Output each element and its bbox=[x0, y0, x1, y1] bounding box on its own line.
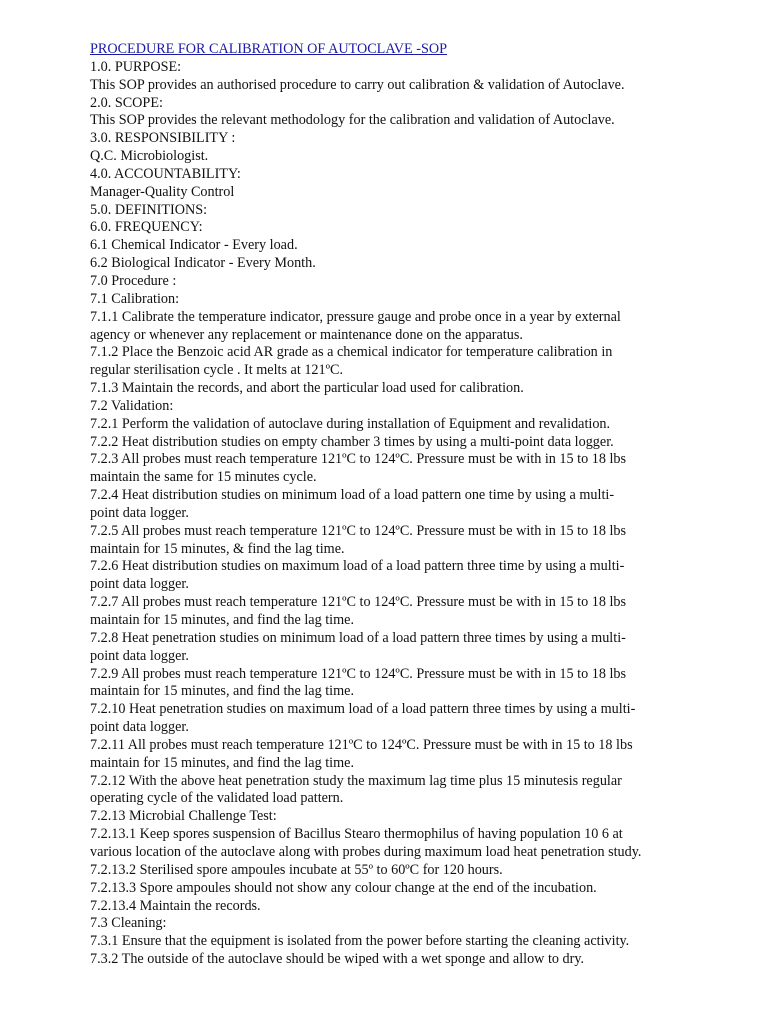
text-line: 3.0. RESPONSIBILITY : bbox=[90, 130, 236, 147]
text-line: agency or whenever any replacement or maintenance done on the apparatus. bbox=[90, 326, 523, 343]
text-line: maintain for 15 minutes, and find the lag time. bbox=[90, 683, 354, 700]
text-line: 7.1.1 Calibrate the temperature indicator, pressure gauge and probe once in a year by external bbox=[90, 308, 621, 325]
text-line: 6.2 Biological Indicator - Every Month. bbox=[90, 255, 316, 272]
text-line: 1.0. PURPOSE: bbox=[90, 58, 182, 75]
text-line: point data logger. bbox=[90, 719, 189, 736]
text-line: 7.2.13.4 Maintain the records. bbox=[90, 897, 261, 914]
text-line: 4.0. ACCOUNTABILITY: bbox=[90, 165, 241, 182]
text-line: Manager-Quality Control bbox=[90, 183, 235, 200]
text-line: 7.3 Cleaning: bbox=[90, 915, 167, 932]
text-line: 7.2.13.1 Keep spores suspension of Bacillus Stearo thermophilus of having population 10 6 at bbox=[90, 826, 623, 843]
text-line: maintain for 15 minutes, and find the lag time. bbox=[90, 754, 354, 771]
text-line: This SOP provides an authorised procedure to carry out calibration & validation of Autoclave. bbox=[90, 76, 625, 93]
text-line: 7.1 Calibration: bbox=[90, 290, 180, 307]
text-line: 7.2.6 Heat distribution studies on maximum load of a load pattern three time by using a multi- bbox=[90, 558, 625, 575]
text-line: 7.0 Procedure : bbox=[90, 272, 177, 289]
text-line: 7.2.3 All probes must reach temperature 121ºC to 124ºC. Pressure must be with in 15 to 18 lbs bbox=[90, 451, 627, 468]
text-line: point data logger. bbox=[90, 647, 189, 664]
text-line: 7.3.2 The outside of the autoclave should be wiped with a wet sponge and allow to dry. bbox=[90, 951, 585, 968]
text-line: regular sterilisation cycle . It melts at 121ºC. bbox=[90, 362, 344, 379]
text-line: 7.3.1 Ensure that the equipment is isolated from the power before starting the cleaning activity. bbox=[90, 933, 630, 950]
text-line: 7.1.2 Place the Benzoic acid AR grade as a chemical indicator for temperature calibration in bbox=[90, 344, 613, 361]
text-line: 7.2.9 All probes must reach temperature 121ºC to 124ºC. Pressure must be with in 15 to 18 lbs bbox=[90, 665, 627, 682]
text-line: 6.1 Chemical Indicator - Every load. bbox=[90, 237, 298, 254]
text-line: 7.2.13.3 Spore ampoules should not show any colour change at the end of the incubation. bbox=[90, 879, 597, 896]
text-line: 7.2 Validation: bbox=[90, 397, 174, 414]
text-line: 7.2.2 Heat distribution studies on empty chamber 3 times by using a multi-point data logger. bbox=[90, 433, 614, 450]
document-body bbox=[90, 41, 750, 969]
text-line: various location of the autoclave along with probes during maximum load heat penetration study. bbox=[90, 843, 642, 860]
text-line: 7.2.13 Microbial Challenge Test: bbox=[90, 808, 277, 825]
text-line: This SOP provides the relevant methodology for the calibration and validation of Autoclave. bbox=[90, 112, 615, 129]
text-line: Q.C. Microbiologist. bbox=[90, 148, 209, 165]
text-line: 7.2.8 Heat penetration studies on minimum load of a load pattern three times by using a multi- bbox=[90, 629, 626, 646]
text-line: point data logger. bbox=[90, 576, 189, 593]
text-line: 6.0. FREQUENCY: bbox=[90, 219, 203, 236]
text-line: point data logger. bbox=[90, 504, 189, 521]
text-line: maintain for 15 minutes, & find the lag time. bbox=[90, 540, 345, 557]
text-line: 7.2.1 Perform the validation of autoclave during installation of Equipment and revalidation. bbox=[90, 415, 611, 432]
text-line: 7.2.13.2 Sterilised spore ampoules incubate at 55º to 60ºC for 120 hours. bbox=[90, 861, 503, 878]
text-line: 7.2.11 All probes must reach temperature 121ºC to 124ºC. Pressure must be with in 15 to 18 lbs bbox=[90, 736, 633, 753]
text-line: 7.2.4 Heat distribution studies on minimum load of a load pattern one time by using a multi- bbox=[90, 487, 615, 504]
text-line: 2.0. SCOPE: bbox=[90, 94, 163, 111]
document-lines bbox=[90, 59, 750, 969]
text-line: 5.0. DEFINITIONS: bbox=[90, 201, 208, 218]
text-line: operating cycle of the validated load pattern. bbox=[90, 790, 344, 807]
text-line: 7.2.5 All probes must reach temperature 121ºC to 124ºC. Pressure must be with in 15 to 18 lbs bbox=[90, 522, 627, 539]
text-line: 7.1.3 Maintain the records, and abort the particular load used for calibration. bbox=[90, 380, 524, 397]
text-line: maintain for 15 minutes, and find the lag time. bbox=[90, 612, 354, 628]
text-line: 7.2.7 All probes must reach temperature 121ºC to 124ºC. Pressure must be with in 15 to 18 lbs bbox=[90, 594, 627, 611]
text-line: 7.2.10 Heat penetration studies on maximum load of a load pattern three times by using a multi- bbox=[90, 701, 636, 718]
document-title-link[interactable]: PROCEDURE FOR CALIBRATION OF AUTOCLAVE -SOP bbox=[90, 41, 447, 57]
text-line: 7.2.12 With the above heat penetration study the maximum lag time plus 15 minutesis regular bbox=[90, 772, 622, 789]
text-line: maintain the same for 15 minutes cycle. bbox=[90, 469, 317, 486]
